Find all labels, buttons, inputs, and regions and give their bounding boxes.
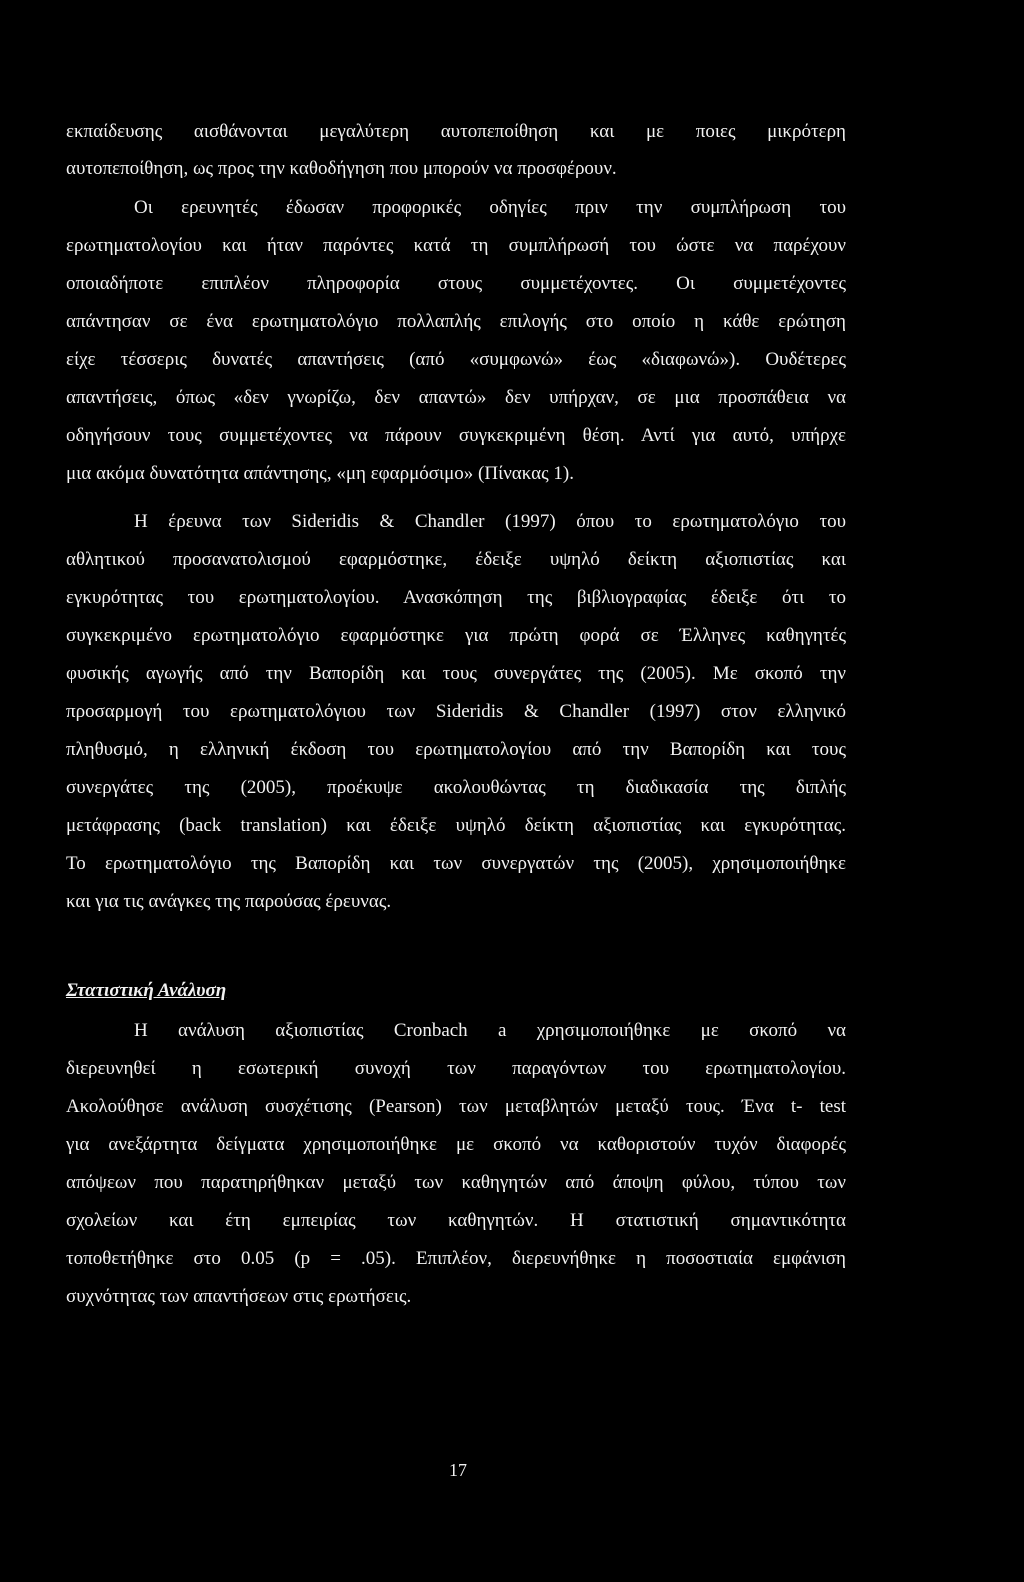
text-line: Το ερωτηματολόγιο της Βαπορίδη και των συνεργατών της (2005), χρησιμοποιήθηκε	[66, 853, 846, 874]
text-line: οποιαδήποτε επιπλέον πληροφορία στους συμμετέχοντες. Οι συμμετέχοντες	[66, 273, 846, 294]
text-line: συνεργάτες της (2005), προέκυψε ακολουθώντας τη διαδικασία της διπλής	[66, 777, 846, 798]
text-line: Η ανάλυση αξιοπιστίας Cronbach a χρησιμοποιήθηκε με σκοπό να	[134, 1020, 846, 1041]
text-line: απαντήσεις, όπως «δεν γνωρίζω, δεν απαντώ» δεν υπήρχαν, σε μια προσπάθεια να	[66, 387, 846, 408]
text-line: συγκεκριμένο ερωτηματολόγιο εφαρμόστηκε για πρώτη φορά σε Έλληνες καθηγητές	[66, 625, 846, 646]
text-line: τοποθετήθηκε στο 0.05 (p = .05). Επιπλέον, διερευνήθηκε η ποσοστιαία εμφάνιση	[66, 1248, 846, 1269]
section-heading: Στατιστική Ανάλυση	[66, 980, 227, 1001]
text-line: διερευνηθεί η εσωτερική συνοχή των παραγόντων του ερωτηματολογίου.	[66, 1058, 846, 1079]
text-line: σχολείων και έτη εμπειρίας των καθηγητών. Η στατιστική σημαντικότητα	[66, 1210, 846, 1231]
text-line: οδηγήσουν τους συμμετέχοντες να πάρουν συγκεκριμένη θέση. Αντί για αυτό, υπήρχε	[66, 425, 846, 446]
text-line: για ανεξάρτητα δείγματα χρησιμοποιήθηκε με σκοπό να καθοριστούν τυχόν διαφορές	[66, 1134, 846, 1155]
text-line: προσαρμογή του ερωτηματολόγιου των Sideridis & Chandler (1997) στον ελληνικό	[66, 701, 846, 722]
text-line: Οι ερευνητές έδωσαν προφορικές οδηγίες πριν την συμπλήρωση του	[134, 197, 846, 218]
text-line: αθλητικού προσανατολισμού εφαρμόστηκε, έδειξε υψηλό δείκτη αξιοπιστίας και	[66, 549, 846, 570]
text-line: και για τις ανάγκες της παρούσας έρευνας.	[66, 891, 392, 912]
text-line: απάντησαν σε ένα ερωτηματολόγιο πολλαπλής επιλογής στο οποίο η κάθε ερώτηση	[66, 311, 846, 332]
text-line: απόψεων που παρατηρήθηκαν μεταξύ των καθηγητών από άποψη φύλου, τύπου των	[66, 1172, 846, 1193]
text-line: εγκυρότητας του ερωτηματολογίου. Ανασκόπηση της βιβλιογραφίας έδειξε ότι το	[66, 587, 846, 608]
text-line: φυσικής αγωγής από την Βαπορίδη και τους συνεργάτες της (2005). Με σκοπό την	[66, 663, 846, 684]
text-line: εκπαίδευσης αισθάνονται μεγαλύτερη αυτοπεποίθηση και με ποιες μικρότερη	[66, 121, 846, 142]
text-line: αυτοπεποίθηση, ως προς την καθοδήγηση που μπορούν να προσφέρουν.	[66, 158, 617, 179]
text-line: συχνότητας των απαντήσεων στις ερωτήσεις.	[66, 1286, 412, 1307]
text-line: Ακολούθησε ανάλυση συσχέτισης (Pearson) των μεταβλητών μεταξύ τους. Ένα t- test	[66, 1096, 846, 1117]
text-line: ερωτηματολογίου και ήταν παρόντες κατά τη συμπλήρωσή του ώστε να παρέχουν	[66, 235, 846, 256]
text-line: μια ακόμα δυνατότητα απάντησης, «μη εφαρμόσιμο» (Πίνακας 1).	[66, 463, 574, 484]
text-line: πληθυσμό, η ελληνική έκδοση του ερωτηματολογίου από την Βαπορίδη και τους	[66, 739, 846, 760]
text-line: είχε τέσσερις δυνατές απαντήσεις (από «συμφωνώ» έως «διαφωνώ»). Ουδέτερες	[66, 349, 846, 370]
text-line: μετάφρασης (back translation) και έδειξε υψηλό δείκτη αξιοπιστίας και εγκυρότητας.	[66, 815, 846, 836]
text-line: Η έρευνα των Sideridis & Chandler (1997) όπου το ερωτηματολόγιο του	[134, 511, 846, 532]
page-number: 17	[449, 1460, 467, 1480]
